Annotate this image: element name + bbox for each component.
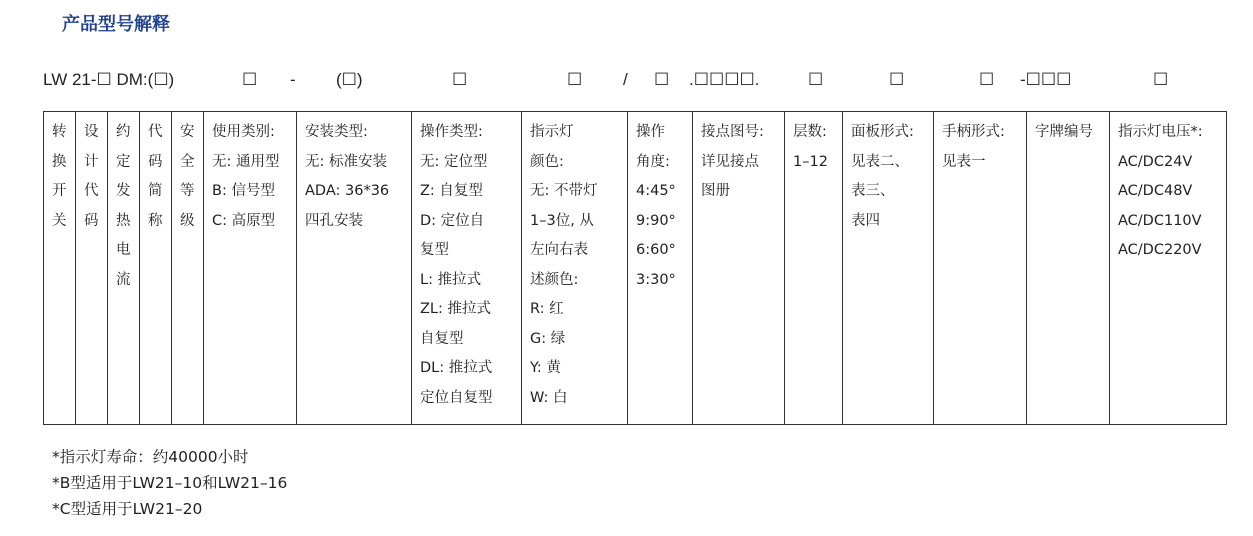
cell-text: AC/DC48V	[1118, 183, 1193, 199]
cell-text: 面板形式:	[851, 124, 914, 140]
code-box: ☐	[889, 70, 905, 89]
column-switch	[44, 112, 76, 425]
cell-text: AC/DC24V	[1118, 153, 1193, 170]
column-design-code	[76, 112, 108, 425]
cell-text: 简	[148, 183, 163, 199]
cell-text: L: 推拉式	[420, 271, 482, 288]
cell-text: 等	[180, 183, 195, 199]
cell-text: 手柄形式:	[942, 124, 1005, 140]
cell-text: 使用类别:	[212, 124, 275, 140]
column-label-number	[1027, 112, 1110, 425]
column-contact-diagram	[693, 112, 785, 425]
footnotes	[52, 444, 287, 522]
cell-text: 级	[180, 212, 195, 229]
cell-text: 无: 定位型	[420, 153, 488, 170]
cell-text: Y: 黄	[530, 360, 561, 376]
cell-text: 码	[84, 212, 99, 229]
cell-text: 代	[148, 124, 163, 140]
cell-text: 4:45°	[636, 183, 676, 199]
cell-text: 约	[116, 124, 131, 140]
column-thermal-current	[108, 112, 140, 425]
cell-text: 定	[116, 153, 131, 170]
model-code-row	[0, 62, 1253, 94]
cell-text: AC/DC110V	[1118, 212, 1202, 229]
cell-text: 指示灯	[530, 124, 574, 140]
cell-text: 安	[180, 124, 195, 140]
table-row	[44, 112, 1227, 425]
column-indicator-voltage	[1110, 112, 1227, 425]
code-box: ☐	[979, 70, 995, 89]
column-code-abbr	[140, 112, 172, 425]
code-box: ☐	[567, 70, 583, 89]
cell-text: 码	[148, 153, 163, 170]
cell-text: Z: 自复型	[420, 183, 483, 199]
cell-text: G: 绿	[530, 330, 566, 347]
cell-text: B: 信号型	[212, 183, 275, 199]
code-box: ☐	[1153, 70, 1169, 89]
cell-text: 复型	[420, 242, 449, 258]
cell-text: 代	[84, 183, 99, 199]
cell-text: 表三、	[851, 183, 895, 199]
code-box: ☐	[452, 70, 468, 89]
cell-text: 自复型	[420, 330, 464, 347]
code-prefix: LW 21-☐ DM:(☐)	[43, 70, 175, 89]
cell-text: 安装类型:	[305, 124, 368, 140]
cell-text: DL: 推拉式	[420, 360, 493, 376]
column-operation-angle	[628, 112, 693, 425]
column-panel-form	[843, 112, 934, 425]
cell-text: 字牌编号	[1035, 124, 1093, 140]
cell-text: ZL: 推拉式	[420, 301, 492, 317]
cell-text: 设	[84, 124, 99, 140]
cell-text: 称	[148, 212, 163, 229]
cell-text: 9:90°	[636, 212, 676, 229]
cell-text: D: 定位自	[420, 212, 485, 229]
cell-text: 3:30°	[636, 271, 676, 288]
footnote: *C型适用于LW21–20	[52, 500, 203, 518]
page-title: 产品型号解释	[62, 14, 170, 35]
cell-text: AC/DC220V	[1118, 242, 1202, 258]
cell-text: 述颜色:	[530, 271, 579, 288]
column-safety-level	[172, 112, 204, 425]
cell-text: 图册	[701, 183, 730, 199]
column-layers	[785, 112, 843, 425]
cell-text: 操作	[636, 124, 665, 140]
cell-text: 6:60°	[636, 242, 676, 258]
cell-text: 详见接点	[701, 153, 759, 170]
cell-text: 颜色:	[530, 153, 564, 170]
cell-text: 1–3位, 从	[530, 212, 594, 229]
spec-table	[43, 111, 1227, 425]
cell-text: 无: 标准安装	[305, 153, 387, 170]
cell-text: 电	[116, 242, 131, 258]
cell-text: 转	[52, 124, 67, 140]
cell-text: 无: 不带灯	[530, 183, 598, 199]
cell-text: 角度:	[636, 153, 670, 170]
cell-text: W: 白	[530, 389, 568, 406]
footnote: *指示灯寿命：约40000小时	[52, 448, 249, 466]
cell-text: C: 高原型	[212, 212, 276, 229]
cell-text: 指示灯电压*:	[1118, 124, 1203, 140]
cell-text: 流	[116, 271, 131, 288]
cell-text: 1–12	[793, 153, 828, 170]
cell-text: 四孔安装	[305, 212, 363, 229]
code-dash: -	[290, 70, 296, 89]
code-boxes: -☐☐☐	[1020, 70, 1072, 89]
cell-text: R: 红	[530, 301, 564, 317]
column-operation-type	[412, 112, 522, 425]
cell-text: 发	[116, 183, 131, 199]
cell-text: 见表一	[942, 153, 986, 170]
code-slash: /	[623, 70, 628, 89]
cell-text: 操作类型:	[420, 124, 483, 140]
footnote: *B型适用于LW21–10和LW21–16	[52, 474, 288, 492]
cell-text: 开	[52, 183, 67, 199]
cell-text: 定位自复型	[420, 389, 493, 406]
code-box: ☐	[242, 70, 258, 89]
cell-text: 热	[116, 212, 131, 229]
cell-text: ADA: 36*36	[305, 183, 390, 199]
cell-text: 全	[180, 153, 195, 170]
cell-text: 见表二、	[851, 153, 909, 170]
column-indicator-color	[522, 112, 628, 425]
column-handle-form	[934, 112, 1027, 425]
cell-text: 层数:	[793, 124, 827, 140]
cell-text: 表四	[851, 212, 880, 229]
cell-text: 换	[52, 153, 67, 170]
cell-text: 关	[52, 212, 67, 229]
column-usage-category	[204, 112, 297, 425]
cell-text: 接点图号:	[701, 124, 764, 140]
cell-text: 无: 通用型	[212, 153, 280, 170]
cell-text: 左向右表	[530, 242, 588, 258]
cell-text: 计	[84, 153, 99, 170]
code-box-paren: (☐)	[336, 70, 363, 89]
code-boxes: .☐☐☐☐.	[689, 70, 760, 89]
column-mounting-type	[297, 112, 412, 425]
code-box: ☐	[808, 70, 824, 89]
code-box: ☐	[654, 70, 670, 89]
